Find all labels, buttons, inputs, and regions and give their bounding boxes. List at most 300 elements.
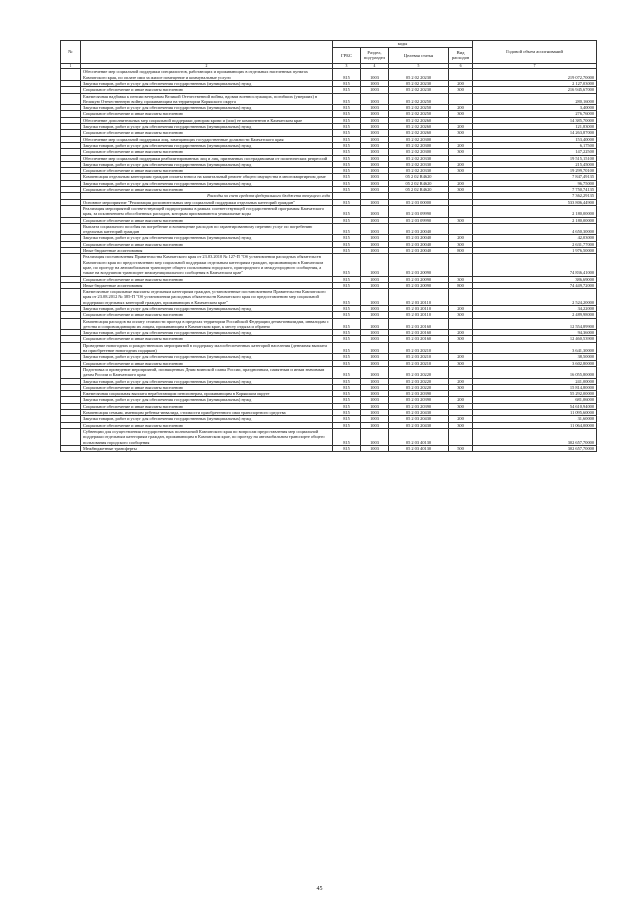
cell-grbs: 815 (333, 403, 361, 409)
cell-target-article: 05 2 03 40130 (389, 445, 449, 451)
cell-name: Закупка товаров, работ и услуг для обеспечения государственных (муниципальных) нужд (81, 142, 333, 148)
cell-grbs: 815 (333, 217, 361, 223)
table-row (61, 318, 597, 330)
table-row (61, 445, 597, 451)
cell-section: 1003 (361, 105, 389, 111)
cell-target-article: 05 2 03 20110 (389, 312, 449, 318)
cell-target-article: 05 2 03 20210 (389, 342, 449, 354)
cell-amount: 2 180,00000 (473, 217, 597, 223)
cell-grbs: 815 (333, 410, 361, 416)
cell-name: Межбюджетные трансферты (81, 445, 333, 451)
cell-expense-type: 300 (449, 403, 473, 409)
cell-target-article: 05 2 02 20330 (389, 155, 449, 161)
cell-target-article: 05 2 02 20260 (389, 117, 449, 123)
cell-section: 1003 (361, 403, 389, 409)
cell-grbs: 815 (333, 130, 361, 136)
cell-section: 1003 (361, 130, 389, 136)
cell-section: 1003 (361, 136, 389, 142)
cell-name: Обеспечение мер социальной поддержки лиц, замещающих государственные должности Камчатского края (81, 136, 333, 142)
cell-name: Закупка товаров, работ и услуг для обеспечения государственных (муниципальных) нужд (81, 180, 333, 186)
cell-name: Проведение новогодних и рождественских мероприятий в поддержку малообеспеченных категорий населения (денежная выплата на приобретение новогодних подарков) (81, 342, 333, 354)
cell-section: 1003 (361, 142, 389, 148)
cell-target-article: 05 2 03 20040 (389, 248, 449, 254)
cell-section: 1003 (361, 223, 389, 235)
cell-target-article: 05 2 03 20430 (389, 410, 449, 416)
cell-name: Выплата социального пособия на погребение и возмещение расходов по гарантированному перечню услуг по погребению отдельных категорий граждан (81, 223, 333, 235)
cell-expense-type: 200 (449, 354, 473, 360)
cell-grbs: 815 (333, 205, 361, 217)
header-number: № (61, 41, 81, 64)
cell-grbs: 815 (333, 155, 361, 161)
col-number: 6 (449, 64, 473, 69)
cell-name: Социальное обеспечение и иные выплаты населению (81, 276, 333, 282)
cell-section: 1003 (361, 360, 389, 366)
cell-name: Компенсация семьям, имеющим ребенка-инвалида, стоимости приобретенного ими транспортного средства (81, 410, 333, 416)
cell-grbs: 815 (333, 223, 361, 235)
cell-number (61, 254, 81, 276)
cell-section: 1003 (361, 422, 389, 428)
cell-amount: 276,76000 (473, 111, 597, 117)
cell-grbs: 815 (333, 187, 361, 193)
cell-number (61, 69, 81, 81)
table-row (61, 254, 597, 276)
cell-number (61, 318, 81, 330)
cell-grbs: 815 (333, 342, 361, 354)
cell-expense-type: 300 (449, 187, 473, 193)
cell-amount: 7 847,49135 (473, 174, 597, 180)
cell-number (61, 223, 81, 235)
cell-expense-type: 300 (449, 217, 473, 223)
cell-section: 1003 (361, 254, 389, 276)
cell-amount: 2 127,03000 (473, 81, 597, 87)
cell-target-article: 05 2 02 20230 (389, 87, 449, 93)
cell-grbs: 815 (333, 69, 361, 81)
cell-amount: 3 641,30000 (473, 342, 597, 354)
cell-name: Социальное обеспечение и иные выплаты населению (81, 111, 333, 117)
cell-grbs: 815 (333, 235, 361, 241)
cell-grbs: 815 (333, 93, 361, 105)
cell-section: 1003 (361, 336, 389, 342)
cell-expense-type: 200 (449, 330, 473, 336)
cell-name: Социальное обеспечение и иные выплаты населению (81, 187, 333, 193)
cell-expense-type: 300 (449, 312, 473, 318)
col-number: 1 (61, 64, 81, 69)
cell-amount: 533 806,44900 (473, 199, 597, 205)
cell-grbs: 815 (333, 124, 361, 130)
cell-target-article: 05 2 02 20330 (389, 161, 449, 167)
cell-name: Социальное обеспечение и иные выплаты населению (81, 384, 333, 390)
cell-name: Основное мероприятие "Реализация дополнительных мер социальной поддержки отдельных категорий граждан" (81, 199, 333, 205)
cell-section: 1003 (361, 93, 389, 105)
cell-expense-type: 300 (449, 130, 473, 136)
cell-name: Закупка товаров, работ и услуг для обеспечения государственных (муниципальных) нужд (81, 81, 333, 87)
cell-target-article: 05 2 03 40130 (389, 428, 449, 445)
cell-expense-type: 200 (449, 124, 473, 130)
cell-section: 1003 (361, 149, 389, 155)
cell-name: Ежемесячные социальные выплаты отдельным категориям граждан, установленные постановлением Правительства Камчатского края от 23.08.2012 № 385-П "Об установлении расходных обязательств Камчатского края по предоставлению мер социальной поддержки отдельных категорий граждан, проживающих в Камчатском крае" (81, 289, 333, 306)
cell-amount: 34,22000 (473, 305, 597, 311)
cell-amount: 241,00000 (473, 378, 597, 384)
cell-grbs: 815 (333, 445, 361, 451)
cell-section: 1003 (361, 155, 389, 161)
cell-grbs: 815 (333, 149, 361, 155)
cell-target-article: 05 2 03 00000 (389, 199, 449, 205)
cell-name: Социальное обеспечение и иные выплаты населению (81, 217, 333, 223)
cell-amount: 31,60000 (473, 416, 597, 422)
cell-expense-type (449, 205, 473, 217)
header-target-article: Целевая статья (389, 47, 449, 63)
cell-expense-type: 300 (449, 241, 473, 247)
cell-expense-type: 300 (449, 276, 473, 282)
cell-amount: 3 602,80000 (473, 360, 597, 366)
cell-grbs: 815 (333, 199, 361, 205)
cell-section: 1003 (361, 289, 389, 306)
cell-number (61, 205, 81, 217)
header-expense-type: Вид расходов (449, 47, 473, 63)
cell-number (61, 366, 81, 378)
cell-name: Закупка товаров, работ и услуг для обеспечения государственных (муниципальных) нужд (81, 330, 333, 336)
cell-grbs: 815 (333, 366, 361, 378)
cell-expense-type (449, 428, 473, 445)
cell-name: Закупка товаров, работ и услуг для обеспечения государственных (муниципальных) нужд (81, 235, 333, 241)
cell-name: Закупка товаров, работ и услуг для обеспечения государственных (муниципальных) нужд (81, 378, 333, 384)
cell-name: Обеспечение дополнительных мер социальной поддержки донорам крови и (или) ее компонентов в Камчатском крае (81, 117, 333, 123)
cell-expense-type: 200 (449, 416, 473, 422)
cell-amount: 94,36000 (473, 330, 597, 336)
table-row (61, 69, 597, 81)
cell-name: Закупка товаров, работ и услуг для обеспечения государственных (муниципальных) нужд (81, 354, 333, 360)
cell-name: Социальное обеспечение и иные выплаты населению (81, 149, 333, 155)
cell-name: Закупка товаров, работ и услуг для обеспечения государственных (муниципальных) нужд (81, 305, 333, 311)
cell-target-article: 05 2 02 20300 (389, 149, 449, 155)
cell-section: 1003 (361, 69, 389, 81)
col-number: 5 (389, 64, 449, 69)
cell-amount: 14 385,70000 (473, 117, 597, 123)
cell-amount: 681,06000 (473, 397, 597, 403)
cell-section: 1003 (361, 330, 389, 336)
cell-name: Социальное обеспечение и иные выплаты населению (81, 336, 333, 342)
cell-target-article: 05 2 03 20160 (389, 336, 449, 342)
cell-expense-type (449, 366, 473, 378)
cell-target-article: 05 2 02 20250 (389, 93, 449, 105)
cell-amount: 74 449,72000 (473, 282, 597, 288)
cell-expense-type: 200 (449, 161, 473, 167)
cell-expense-type: 200 (449, 105, 473, 111)
cell-section: 1003 (361, 174, 389, 180)
cell-number (61, 342, 81, 354)
cell-target-article: 05 2 03 20210 (389, 360, 449, 366)
cell-target-article: 05 2 03 20110 (389, 289, 449, 306)
cell-expense-type: 200 (449, 180, 473, 186)
cell-amount: 14 263,87000 (473, 130, 597, 136)
cell-target-article: 05 2 03 09990 (389, 205, 449, 217)
table-row (61, 342, 597, 354)
table-row (61, 93, 597, 105)
cell-target-article: 05 2 03 20110 (389, 305, 449, 311)
cell-amount: 2 489,98000 (473, 312, 597, 318)
cell-section: 1003 (361, 397, 389, 403)
cell-grbs: 815 (333, 289, 361, 306)
table-row (61, 289, 597, 306)
cell-section: 1003 (361, 199, 389, 205)
header-grbs: ГРБС (333, 47, 361, 63)
cell-grbs: 815 (333, 312, 361, 318)
cell-name: Закупка товаров, работ и услуг для обеспечения государственных (муниципальных) нужд (81, 416, 333, 422)
cell-expense-type: 200 (449, 81, 473, 87)
cell-name: Иные бюджетные ассигнования (81, 248, 333, 254)
cell-target-article: 05 2 03 20040 (389, 235, 449, 241)
cell-target-article: 05 2 02 R4620 (389, 174, 449, 180)
col-number: 3 (333, 64, 361, 69)
cell-section: 1003 (361, 342, 389, 354)
cell-section: 1003 (361, 87, 389, 93)
cell-target-article: 05 2 03 20090 (389, 282, 449, 288)
cell-grbs: 815 (333, 241, 361, 247)
cell-grbs: 815 (333, 161, 361, 167)
cell-amount: 153,40000 (473, 136, 597, 142)
cell-expense-type (449, 93, 473, 105)
cell-amount: 4 650,30000 (473, 223, 597, 235)
cell-grbs: 815 (333, 105, 361, 111)
cell-amount: 302 657,70000 (473, 445, 597, 451)
cell-section: 1003 (361, 180, 389, 186)
cell-grbs: 815 (333, 416, 361, 422)
cell-target-article: 05 2 03 20430 (389, 422, 449, 428)
cell-section: 1003 (361, 205, 389, 217)
cell-amount: 16 055,80000 (473, 366, 597, 378)
cell-name: Иные бюджетные ассигнования (81, 282, 333, 288)
cell-name: Закупка товаров, работ и услуг для обеспечения государственных (муниципальных) нужд (81, 105, 333, 111)
cell-amount: 12 460,53900 (473, 336, 597, 342)
cell-target-article: 05 2 03 20390 (389, 403, 449, 409)
cell-section: 1003 (361, 416, 389, 422)
cell-grbs: 815 (333, 180, 361, 186)
cell-number (61, 93, 81, 105)
cell-grbs: 815 (333, 87, 361, 93)
cell-target-article: 05 2 03 20390 (389, 397, 449, 403)
cell-section: 1003 (361, 117, 389, 123)
cell-target-article: 05 2 02 20230 (389, 81, 449, 87)
cell-target-article: 05 2 03 20220 (389, 366, 449, 378)
cell-section: 1003 (361, 217, 389, 223)
cell-expense-type: 200 (449, 397, 473, 403)
cell-name: Закупка товаров, работ и услуг для обеспечения государственных (муниципальных) нужд (81, 124, 333, 130)
cell-grbs: 815 (333, 330, 361, 336)
cell-amount: 7 362,29135 (473, 193, 597, 199)
cell-amount: 2 180,00000 (473, 205, 597, 217)
cell-amount: 3,40000 (473, 105, 597, 111)
col-number: 2 (81, 64, 333, 69)
header-section: Раздел, под-раздел (361, 47, 389, 63)
cell-amount: 219 072,70000 (473, 69, 597, 81)
cell-section: 1003 (361, 282, 389, 288)
cell-section: 1003 (361, 161, 389, 167)
cell-amount: 121,83000 (473, 124, 597, 130)
cell-target-article: 05 2 02 20330 (389, 168, 449, 174)
cell-section: 1003 (361, 354, 389, 360)
cell-section: 1003 (361, 305, 389, 311)
cell-section: 1003 (361, 384, 389, 390)
cell-name: Социальное обеспечение и иные выплаты населению (81, 403, 333, 409)
cell-name: Социальное обеспечение и иные выплаты населению (81, 241, 333, 247)
cell-target-article: 05 2 03 20210 (389, 354, 449, 360)
cell-grbs: 815 (333, 428, 361, 445)
cell-grbs: 815 (333, 142, 361, 148)
cell-amount: 11 064,00000 (473, 422, 597, 428)
cell-grbs: 815 (333, 305, 361, 311)
cell-section: 1003 (361, 410, 389, 416)
cell-grbs: 815 (333, 248, 361, 254)
budget-allocation-table (60, 40, 597, 452)
cell-amount: 302 657,70000 (473, 428, 597, 445)
cell-grbs: 815 (333, 276, 361, 282)
cell-number (61, 289, 81, 306)
cell-name: Компенсация расходов на оплату стоимости проезда в пределах территории Российской Федерации детям-инвалидам, инвалидам с детства и сопровождающим их лицам, проживающим в Камчатском крае, к месту отдыха и обратно (81, 318, 333, 330)
cell-expense-type: 300 (449, 422, 473, 428)
cell-expense-type: 200 (449, 235, 473, 241)
cell-name: Социальное обеспечение и иные выплаты населению (81, 87, 333, 93)
cell-grbs: 815 (333, 81, 361, 87)
cell-target-article: 05 2 03 20090 (389, 276, 449, 282)
cell-expense-type: 200 (449, 142, 473, 148)
cell-grbs: 815 (333, 391, 361, 397)
header-name (81, 41, 333, 64)
cell-expense-type: 300 (449, 336, 473, 342)
cell-grbs: 815 (333, 360, 361, 366)
cell-expense-type: 300 (449, 168, 473, 174)
cell-grbs: 815 (333, 168, 361, 174)
cell-amount: 147,22500 (473, 149, 597, 155)
header-codes-group: коды (333, 41, 473, 48)
cell-name: Социальное обеспечение и иные выплаты населению (81, 360, 333, 366)
table-body (61, 69, 597, 452)
cell-target-article: 05 2 02 20300 (389, 136, 449, 142)
cell-name: Компенсация отдельным категориям граждан оплаты взноса на капитальный ремонт общего имущества в многоквартирном доме (81, 174, 333, 180)
cell-name: Реализация постановления Правительства Камчатского края от 23.03.2010 № 127-П "Об установлении расходных обязательств Камчатского края по предоставлению мер социальной поддержки отдельным категориям граждан, проживающим в Камчатском крае, по проезду на автомобильном транспорте общего пользования городского, пригородного и междугородного сообщения, а также на воздушном транспорте межмуниципального сообщения в Камчатском крае" (81, 254, 333, 276)
col-number: 4 (361, 64, 389, 69)
cell-section: 1003 (361, 168, 389, 174)
cell-grbs: 815 (333, 336, 361, 342)
cell-expense-type: 500 (449, 445, 473, 451)
cell-amount: 6,17500 (473, 142, 597, 148)
cell-amount: 54 610,94000 (473, 403, 597, 409)
cell-section: 1003 (361, 124, 389, 130)
cell-amount: 215,45000 (473, 161, 597, 167)
cell-target-article: 05 2 03 20160 (389, 318, 449, 330)
cell-amount: 216 945,67000 (473, 87, 597, 93)
cell-amount: 2 524,20000 (473, 289, 597, 306)
cell-amount: 15 814,80000 (473, 384, 597, 390)
cell-amount: 7 750,74135 (473, 187, 597, 193)
cell-expense-type (449, 69, 473, 81)
header-annual-amount: Годовой объем ассигнований (473, 41, 597, 64)
cell-expense-type: 300 (449, 149, 473, 155)
cell-amount: 2 631,77000 (473, 241, 597, 247)
cell-amount: 19 299,70100 (473, 168, 597, 174)
table-row (61, 205, 597, 217)
table-row (61, 223, 597, 235)
table-row (61, 366, 597, 378)
cell-target-article: 05 2 02 20250 (389, 105, 449, 111)
cell-name: Ежемесячная социальная выплата неработающим пенсионерам, проживающим в Корякском округе (81, 391, 333, 397)
cell-section: 1003 (361, 187, 389, 193)
cell-target-article: 05 2 03 20390 (389, 391, 449, 397)
cell-amount: 280,16000 (473, 93, 597, 105)
cell-amount: 42,03000 (473, 235, 597, 241)
cell-expense-type (449, 342, 473, 354)
cell-grbs: 815 (333, 422, 361, 428)
cell-name: Обеспечение мер социальной поддержки реабилитированных лиц и лиц, признанных пострадавшими от политических репрессий (81, 155, 333, 161)
cell-amount: 12 554,89900 (473, 318, 597, 330)
cell-name: Социальное обеспечение и иные выплаты населению (81, 130, 333, 136)
cell-grbs: 815 (333, 378, 361, 384)
cell-expense-type: 200 (449, 305, 473, 311)
cell-expense-type: 300 (449, 360, 473, 366)
cell-target-article: 05 2 03 20040 (389, 241, 449, 247)
cell-amount: 11 095,60000 (473, 410, 597, 416)
cell-grbs: 815 (333, 282, 361, 288)
cell-target-article: 05 2 02 R4620 (389, 187, 449, 193)
cell-name: Субвенции для осуществления государственных полномочий Камчатского края по вопросам предоставления мер социальной поддержки отдельным категориям граждан, проживающим в Камчатском крае, по проезду на автомобильном транспорте общего пользования городского сообщения (81, 428, 333, 445)
header-row-top (61, 41, 597, 48)
cell-amount: 96,75000 (473, 180, 597, 186)
table-row (61, 428, 597, 445)
cell-expense-type (449, 289, 473, 306)
cell-name: Закупка товаров, работ и услуг для обеспечения государственных (муниципальных) нужд (81, 161, 333, 167)
cell-grbs: 815 (333, 111, 361, 117)
cell-target-article: 05 2 02 20250 (389, 111, 449, 117)
cell-amount: 1 976,50000 (473, 248, 597, 254)
cell-expense-type (449, 318, 473, 330)
cell-name: Социальное обеспечение и иные выплаты населению (81, 422, 333, 428)
cell-name: Закупка товаров, работ и услуг для обеспечения государственных (муниципальных) нужд (81, 397, 333, 403)
cell-section: 1003 (361, 111, 389, 117)
budget-table-page (60, 40, 596, 452)
cell-target-article: 05 2 02 20230 (389, 69, 449, 81)
cell-section: 1003 (361, 241, 389, 247)
cell-expense-type: 300 (449, 384, 473, 390)
cell-amount: 386,69000 (473, 276, 597, 282)
col-number: 7 (473, 64, 597, 69)
cell-expense-type: 800 (449, 248, 473, 254)
cell-amount: 19 515,15100 (473, 155, 597, 161)
cell-expense-type: 300 (449, 111, 473, 117)
cell-target-article: 05 2 03 20220 (389, 378, 449, 384)
cell-target-article: 05 2 02 20260 (389, 130, 449, 136)
cell-grbs: 815 (333, 318, 361, 330)
cell-target-article: 05 2 03 20040 (389, 223, 449, 235)
cell-amount: 38,50000 (473, 354, 597, 360)
cell-target-article: 05 2 02 R4620 (389, 180, 449, 186)
cell-name: Социальное обеспечение и иные выплаты населению (81, 312, 333, 318)
cell-grbs: 815 (333, 384, 361, 390)
cell-grbs: 815 (333, 174, 361, 180)
cell-target-article: 05 2 03 20430 (389, 416, 449, 422)
cell-section: 1003 (361, 366, 389, 378)
cell-section: 1003 (361, 235, 389, 241)
cell-grbs: 815 (333, 136, 361, 142)
cell-section: 1003 (361, 81, 389, 87)
cell-section: 1003 (361, 318, 389, 330)
cell-expense-type (449, 223, 473, 235)
cell-target-article: 05 2 02 20300 (389, 142, 449, 148)
cell-section: 1003 (361, 445, 389, 451)
cell-amount: 55 292,00000 (473, 391, 597, 397)
cell-section: 1003 (361, 276, 389, 282)
cell-grbs: 815 (333, 117, 361, 123)
cell-section: 1003 (361, 378, 389, 384)
cell-target-article: 05 2 02 20260 (389, 124, 449, 130)
